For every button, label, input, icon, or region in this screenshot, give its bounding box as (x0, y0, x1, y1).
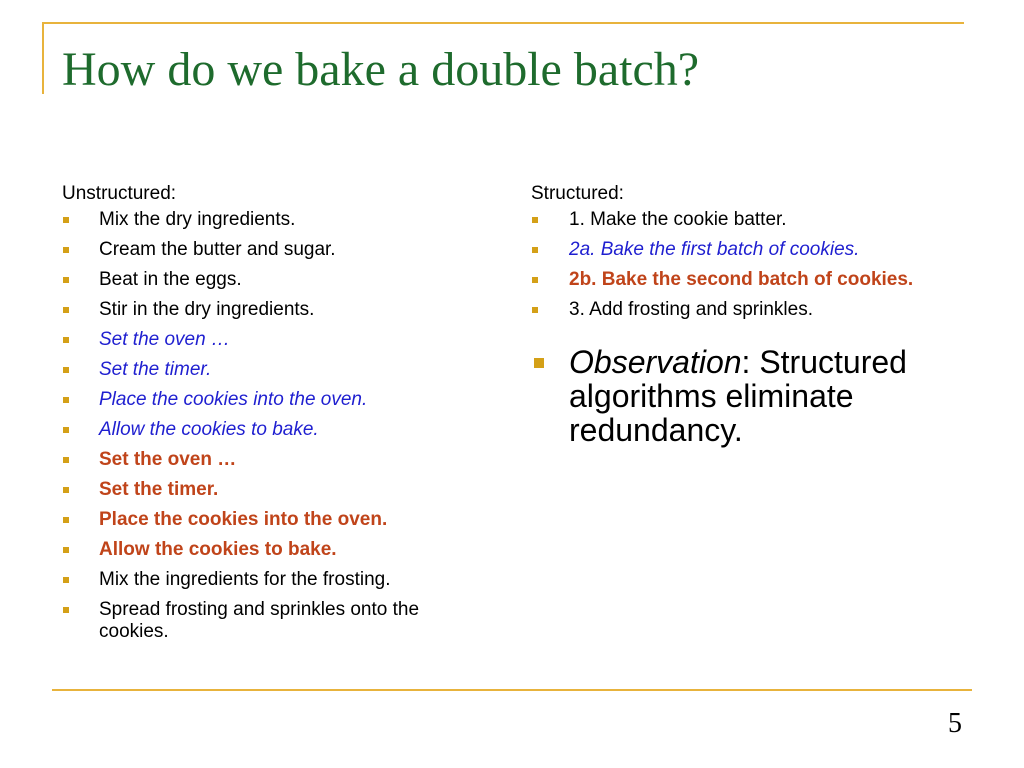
bullet-square-icon (63, 487, 69, 493)
unstructured-step-item (62, 299, 492, 321)
structured-column (531, 182, 971, 447)
structured-heading: Structured: (531, 183, 624, 204)
observation-text: : Structured algorithms eliminate redundancy. (569, 344, 907, 448)
unstructured-step-text: Stir in the dry ingredients. (99, 299, 315, 320)
unstructured-step-text: Beat in the eggs. (99, 269, 242, 290)
unstructured-step-text: Cream the butter and sugar. (99, 239, 336, 260)
unstructured-step-item (62, 389, 492, 411)
unstructured-step-text: Set the timer. (99, 479, 219, 500)
unstructured-step-item (62, 599, 492, 643)
unstructured-heading: Unstructured: (62, 183, 177, 204)
unstructured-step-item (62, 329, 492, 351)
bullet-square-icon (63, 397, 69, 403)
unstructured-step-text: Mix the ingredients for the frosting. (99, 569, 391, 590)
unstructured-step-text: Spread frosting and sprinkles onto the cookies. (99, 599, 420, 642)
unstructured-step-text: Set the oven … (99, 449, 237, 470)
structured-step-text: 1. Make the cookie batter. (569, 209, 787, 230)
structured-step-item (531, 239, 971, 261)
unstructured-step-text: Place the cookies into the oven. (99, 389, 368, 410)
structured-step-item (531, 209, 971, 231)
slide-title: How do we bake a double batch? (62, 43, 700, 96)
unstructured-step-text: Allow the cookies to bake. (99, 539, 337, 560)
unstructured-step-item (62, 419, 492, 441)
bullet-square-icon (63, 247, 69, 253)
bullet-square-icon (63, 457, 69, 463)
structured-step-item (531, 299, 971, 321)
unstructured-step-item (62, 449, 492, 471)
bullet-square-icon (63, 547, 69, 553)
structured-step-item (531, 269, 971, 291)
unstructured-step-item (62, 209, 492, 231)
unstructured-step-text: Place the cookies into the oven. (99, 509, 388, 530)
bullet-square-icon (63, 337, 69, 343)
page-number: 5 (948, 708, 962, 739)
bullet-square-icon (63, 217, 69, 223)
bullet-square-icon (63, 277, 69, 283)
bullet-square-icon (532, 217, 538, 223)
unstructured-step-item (62, 509, 492, 531)
unstructured-step-item (62, 239, 492, 261)
bullet-square-icon (63, 517, 69, 523)
unstructured-step-text: Mix the dry ingredients. (99, 209, 296, 230)
top-accent-line (42, 22, 964, 24)
unstructured-step-item (62, 269, 492, 291)
unstructured-step-text: Set the oven … (99, 329, 230, 350)
structured-step-list (531, 209, 971, 321)
bottom-accent-line (52, 689, 972, 691)
unstructured-step-item (62, 569, 492, 591)
bullet-square-icon (63, 427, 69, 433)
bullet-square-icon (63, 607, 69, 613)
bullet-square-icon (532, 247, 538, 253)
unstructured-column (62, 182, 492, 651)
unstructured-step-item (62, 539, 492, 561)
bullet-square-icon (63, 367, 69, 373)
left-accent-line (42, 22, 44, 94)
unstructured-step-list (62, 209, 492, 643)
structured-step-text: 2a. Bake the first batch of cookies. (569, 239, 860, 260)
unstructured-step-text: Allow the cookies to bake. (99, 419, 319, 440)
unstructured-step-item (62, 479, 492, 501)
bullet-square-icon (534, 358, 544, 368)
observation-term: Observation (569, 344, 742, 380)
unstructured-step-text: Set the timer. (99, 359, 212, 380)
observation-bullet (531, 345, 971, 447)
bullet-square-icon (532, 307, 538, 313)
structured-step-text: 2b. Bake the second batch of cookies. (569, 269, 914, 290)
bullet-square-icon (63, 307, 69, 313)
bullet-square-icon (63, 577, 69, 583)
bullet-square-icon (532, 277, 538, 283)
unstructured-step-item (62, 359, 492, 381)
structured-step-text: 3. Add frosting and sprinkles. (569, 299, 813, 320)
